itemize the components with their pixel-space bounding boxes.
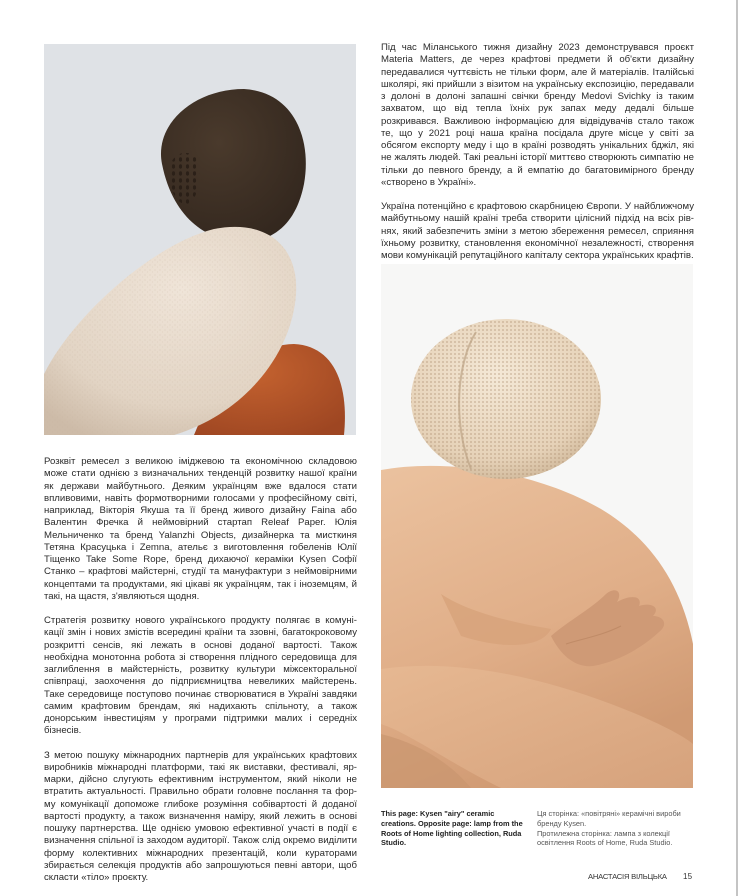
article-right-column xyxy=(381,42,694,262)
photo-ceramic-stones xyxy=(44,44,356,435)
paragraph-product-strategy: Стратегія розвитку нового українського продукту полягає в комунікації змін і нових змістів всередині країни та ззовні, багатокроковому розкритті сенсів, які лежать в основі доданої вартості. Також необхідна монотонна робота зі створення плідного середовища для заглиблення в майстерність, розвитку культури міжсекторальної співпраці, заохочення до підприємництва невеликих майстерень. Таке середовище поступово починає створюватися в Україні завдяки самим крафтовим брендам, які надихають спільноту, а також донорським інвестиціям у програми підтримки малих і середніх бізнесів. xyxy=(44,615,357,737)
article-left-column xyxy=(44,456,357,884)
ceramic-stones-illustration xyxy=(44,44,356,435)
paragraph-international-partners: З метою пошуку міжнародних партнерів для українських крафтових виробників міжнародні платформи, такі як виставки, фестивалі, ярмарки, дійсно слугують ефективним інструментом, який ніколи не втратить актуальності. Правильно обрати головне послання та форму комунікації допоможе глибоке розуміння собівартості й доданої вартості продукту, а також визначення наміру, який лежить в основі пошуку партнерства. Ще однією умовою ефективної участі в події є визначення спільної із заходом аудиторії. Також слід окремо виділити форму колективних міжнародних презентацій, коли кураторами збирається селекція продуктів або запрошуються певні автори, щоб скласти «тіло» проєкту. xyxy=(44,749,357,883)
caption-ukrainian-this-page: Ця сторінка: «повітряні» керамічні вироби бренду Kysen. xyxy=(537,809,681,828)
photo-caption-english: This page: Kysen "airy" ceramic creations. Opposite page: lamp from the Roots of Home lighting collection, Ruda Studio. xyxy=(381,809,523,848)
kysen-ceramic-illustration xyxy=(381,264,693,788)
photo-caption-ukrainian xyxy=(537,809,697,848)
paragraph-milan-design-week: Під час Міланського тижня дизайну 2023 демонструвався проєкт Materia Matters, де через крафтові предмети й об'єкти дизайну передавалися чуттєвість не тільки форм, але й матеріалів. Італійські школярі, які прийшли з візитом на українську експозицію, передавали з долоні в долоні запашні свічки бренду Medovi Svichky із таким захватом, що від тепла їхніх рук запах меду дедалі більше розкривався. Важливою інформацією для відвідувачів стало також те, що у 2021 році наша країна посідала друге місце у світі за обсягом експорту меду і що в країні розводять унікальних бджіл, які не жалять людей. Такі реальні історії миттєво створюють симпатію не тільки до певного бренду, а й емпатію до багатовимірного бренду «створено в Україні». xyxy=(381,42,694,188)
paragraph-crafts-flourishing: Розквіт ремесел з великою іміджевою та економічною складовою може стати однією з визначальних тенденцій розвитку нашої країни як держави майбутнього. Деяким українцям вже вдалося стати впливовими, навіть формотворними голосами у професійному світі, наприклад, Вікторія Якуша та її бренд живого дизайну Faina або Валентин Фречка й неймовірний стартап Releaf Paper. Юлія Мельниченко та бренд Yalanzhi Objects, дизайнерка та мисткиня Тетяна Красуцька і Zemna, ательє з виготовлення гобеленів Юлії Тіщенко Take Some Rope, бренд дихаючої кераміки Kysen Софії Станко – крафтові майстерні, студії та мануфактури з неймовірними концептами та продуктами, які цікаві як українцям, так і іноземцям, й такі, на щастя, з'являються щодня. xyxy=(44,456,357,602)
paragraph-craft-treasury: Україна потенційно є крафтовою скарбницею Європи. У найближчому майбутньому нашій країні треба створити цілісний підхід на всіх рівнях, який забезпечить зміни з метою збереження ремесел, сприяння їхньому розвитку, становлення економічної незалежності, створення мови комунікацій репутаційного капіталу сектора українських крафтів. xyxy=(381,201,694,261)
page-number: 15 xyxy=(683,872,693,881)
running-footer-author: АНАСТАСІЯ ВІЛЬЦЬКА xyxy=(588,872,667,881)
photo-kysen-ceramic-on-back xyxy=(381,264,693,788)
caption-ukrainian-opposite-page: Протилежна сторінка: лампа з колекції освітлення Roots of Home, Ruda Studio. xyxy=(537,828,673,848)
